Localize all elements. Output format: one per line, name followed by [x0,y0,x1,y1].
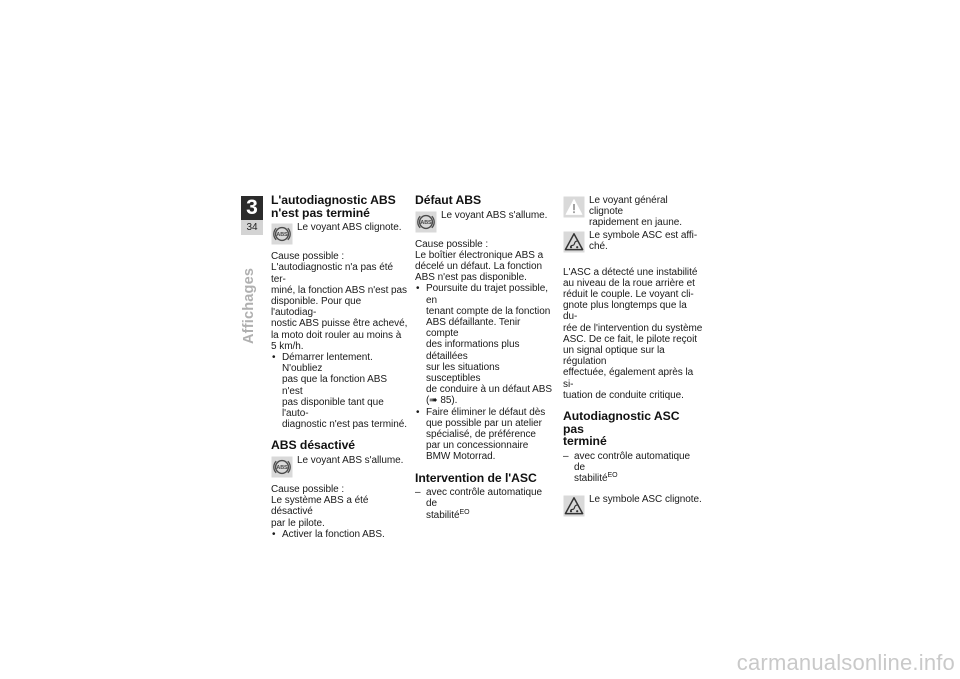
column-2 [415,194,552,521]
abs-warning-icon [415,211,437,233]
asc-warning-icon [563,231,585,253]
heading-asc-selftest: Autodiagnostic ASC pas terminé [563,409,680,449]
cause-text: Le système ABS a été désactivé par le pilote. [271,495,369,529]
general-warning-icon [563,196,585,218]
condition-list [563,451,703,485]
heading-abs-disabled: ABS désactivé [271,438,356,453]
cause-label: Cause possible : [271,484,345,496]
asc-warning-icon [563,495,585,517]
list-item: • Faire éliminer le défaut dès que possible par un atelier spécialisé, de préférence par un concessionnaire BMW Motorrad. [415,407,552,463]
option-mark: EO [459,508,470,516]
page-number: 34 [241,220,263,235]
asc-indicator-text: Le symbole ASC est affi- ché. [589,229,698,252]
instruction-list [271,352,408,430]
general-indicator-text: Le voyant général clignote rapidement en jaune. [589,195,682,229]
column-1 [271,194,408,540]
heading-abs-selftest: L'autodiagnostic ABS n'est pas terminé [271,193,396,220]
abs-indicator-text: Le voyant ABS s'allume. [441,209,548,221]
heading-asc-intervention: Intervention de l'ASC [415,470,537,485]
abs-indicator-row [271,455,408,484]
asc-indicator-row [563,494,703,523]
general-indicator-row [563,195,703,229]
list-item: – avec contrôle automatique de stabilité$^{EO}$ [415,487,552,521]
list-item: – avec contrôle automatique de stabilité$^{EO}$ [563,451,703,485]
abs-warning-icon [271,456,293,478]
abs-indicator-text: Le voyant ABS clignote. [297,222,402,234]
cause-label: Cause possible : [271,251,345,263]
instruction-list [271,529,408,540]
list-item: • Poursuite du trajet possible, en tenant compte de la fonction ABS défaillante. Tenir compte des informations plus détaillées sur les situations susceptibles de conduire à un défaut ABS (➠ 85). [415,283,552,406]
abs-warning-icon [271,223,293,245]
chapter-tab [241,196,263,235]
section-label: Affichages [241,267,257,344]
condition-list [415,487,552,521]
cause-text: Le boîtier électronique ABS a décelé un défaut. La fonction ABS n'est pas disponible. [415,249,544,284]
instruction-list [415,283,552,462]
cause-text: L'autodiagnostic n'a pas été ter- miné, la fonction ABS n'est pas disponible. Pour que l'autodiag- nostic ABS puisse être achevé, la moto doit rouler au moins à 5 km/h. [271,262,408,352]
abs-indicator-row [271,222,408,251]
chapter-number: 3 [241,196,263,220]
cause-label: Cause possible : [415,238,489,250]
option-mark: EO [607,472,618,480]
asc-indicator-text: Le symbole ASC clignote. [589,494,702,506]
column-3 [563,194,703,523]
asc-description: L'ASC a détecté une instabilité au niveau de la roue arrière et réduit le couple. Le voyant cli- gnote plus longtemps que la du- rée de l'intervention du système ASC. De ce fait, le pilote reçoit un signal optique sur la régulation effectuée, également après la si- tuation de conduite critique. [563,266,703,401]
list-item: • Activer la fonction ABS. [271,529,408,540]
abs-indicator-text: Le voyant ABS s'allume. [297,455,404,467]
list-item: • Démarrer lentement. N'oubliez pas que la fonction ABS n'est pas disponible tant que l'auto- diagnostic n'est pas terminé. [271,352,408,430]
heading-abs-fault: Défaut ABS [415,193,482,207]
abs-indicator-row [415,210,552,239]
asc-indicator-row [563,230,703,259]
watermark: carmanualsonline.info [736,650,955,675]
